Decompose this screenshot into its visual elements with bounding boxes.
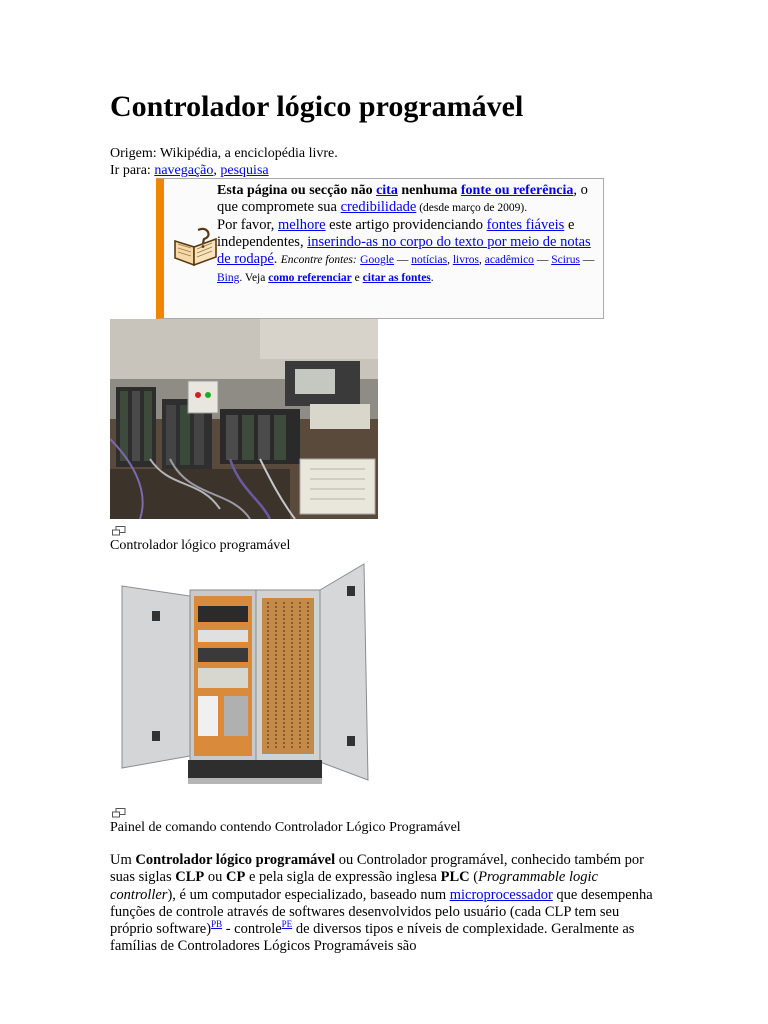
unreferenced-notice-box bbox=[156, 178, 604, 319]
notice-text-2: Por favor, bbox=[217, 217, 279, 233]
veja-text: . Veja bbox=[239, 272, 269, 284]
goto-sep: , bbox=[213, 163, 221, 178]
dash-3: — bbox=[579, 254, 595, 266]
melhore-link[interactable]: melhore bbox=[278, 217, 326, 233]
notice-end: . bbox=[430, 272, 434, 284]
notice-text-5: . bbox=[273, 252, 281, 267]
notice-text bbox=[217, 182, 597, 287]
para-text-2: ou Controlador programável, conhecido também por suas siglas bbox=[110, 852, 644, 886]
bing-link[interactable]: Bing bbox=[217, 272, 240, 284]
para-text-7: que desempenha funções de controle através de softwares desenvolvidos pelo usuário (cada CLP tem seu próprio software) bbox=[110, 886, 653, 938]
plc-equipment-photo[interactable] bbox=[110, 319, 378, 519]
dash-2: — bbox=[533, 254, 552, 266]
notice-text-3: este artigo providenciando bbox=[325, 217, 487, 233]
origin-line: Origem: Wikipédia, a enciclopédia livre. bbox=[110, 146, 338, 161]
caption-control-panel: Painel de comando contendo Controlador Lógico Programável bbox=[110, 820, 461, 835]
noticias-link[interactable]: notícias bbox=[411, 254, 448, 266]
intro-paragraph bbox=[110, 852, 665, 956]
pe-link[interactable]: PE bbox=[281, 919, 293, 930]
encontre-fontes-label: Encontre fontes: bbox=[280, 254, 357, 266]
para-text-6: ), é um computador especializado, baseado num bbox=[167, 886, 450, 903]
cita-link[interactable]: cita bbox=[376, 183, 398, 198]
navigation-link[interactable]: navegação bbox=[154, 163, 214, 178]
para-text-1: Um bbox=[110, 852, 136, 868]
goto-prefix: Ir para: bbox=[110, 163, 155, 178]
para-italic-english: Programmable logic controller bbox=[110, 869, 598, 903]
control-panel-photo[interactable] bbox=[112, 556, 374, 792]
para-text-9: de diversos tipos e níveis de complexidade. Geralmente as famílias de Controladores Lógicos Programáveis são bbox=[110, 921, 635, 955]
book-question-icon bbox=[172, 227, 220, 269]
comma-1: , bbox=[447, 254, 453, 266]
scirus-link[interactable]: Scirus bbox=[551, 254, 580, 266]
caption-plc-photo: Controlador lógico programável bbox=[110, 538, 291, 553]
notice-bold-2: nenhuma bbox=[397, 183, 461, 198]
para-text-8: - controle bbox=[222, 921, 282, 938]
notice-text-1: , o que compromete sua bbox=[217, 182, 588, 215]
google-link[interactable]: Google bbox=[360, 254, 395, 266]
para-text-3: ou bbox=[204, 869, 226, 886]
microprocessador-link[interactable]: microprocessador bbox=[449, 886, 553, 903]
goto-line bbox=[110, 162, 269, 179]
page-title: Controlador lógico programável bbox=[110, 90, 524, 123]
citar-fontes-link[interactable]: citar as fontes bbox=[362, 272, 431, 284]
fontes-fiaveis-link[interactable]: fontes fiáveis bbox=[486, 217, 565, 233]
para-bold-clp-term: Controlador lógico programável bbox=[135, 852, 336, 868]
como-referenciar-link[interactable]: como referenciar bbox=[268, 272, 352, 284]
pb-link[interactable]: PB bbox=[211, 919, 223, 930]
livros-link[interactable]: livros bbox=[452, 254, 480, 266]
notice-date: (desde março de 2009). bbox=[416, 202, 528, 214]
search-link[interactable]: pesquisa bbox=[220, 163, 269, 178]
academico-link[interactable]: acadêmico bbox=[484, 254, 534, 266]
dash-1: — bbox=[394, 254, 412, 266]
para-bold-plc: PLC bbox=[440, 869, 470, 886]
fonte-referencia-link[interactable]: fonte ou referência bbox=[460, 183, 574, 198]
para-bold-cp: CP bbox=[226, 869, 246, 886]
enlarge-icon[interactable] bbox=[112, 808, 126, 818]
para-text-5: ( bbox=[469, 869, 479, 886]
para-text-4: e pela sigla de expressão inglesa bbox=[245, 869, 441, 886]
credibilidade-link[interactable]: credibilidade bbox=[340, 199, 417, 215]
comma-2: , bbox=[479, 254, 485, 266]
notice-bold-1: Esta página ou secção não bbox=[217, 183, 377, 198]
inserindo-link[interactable]: inserindo-as no corpo do texto por meio de notas de rodapé bbox=[217, 234, 591, 267]
notice-text-4: e independentes, bbox=[217, 217, 575, 250]
e-text: e bbox=[351, 272, 363, 284]
para-bold-clp: CLP bbox=[175, 869, 205, 886]
enlarge-icon[interactable] bbox=[112, 526, 126, 536]
